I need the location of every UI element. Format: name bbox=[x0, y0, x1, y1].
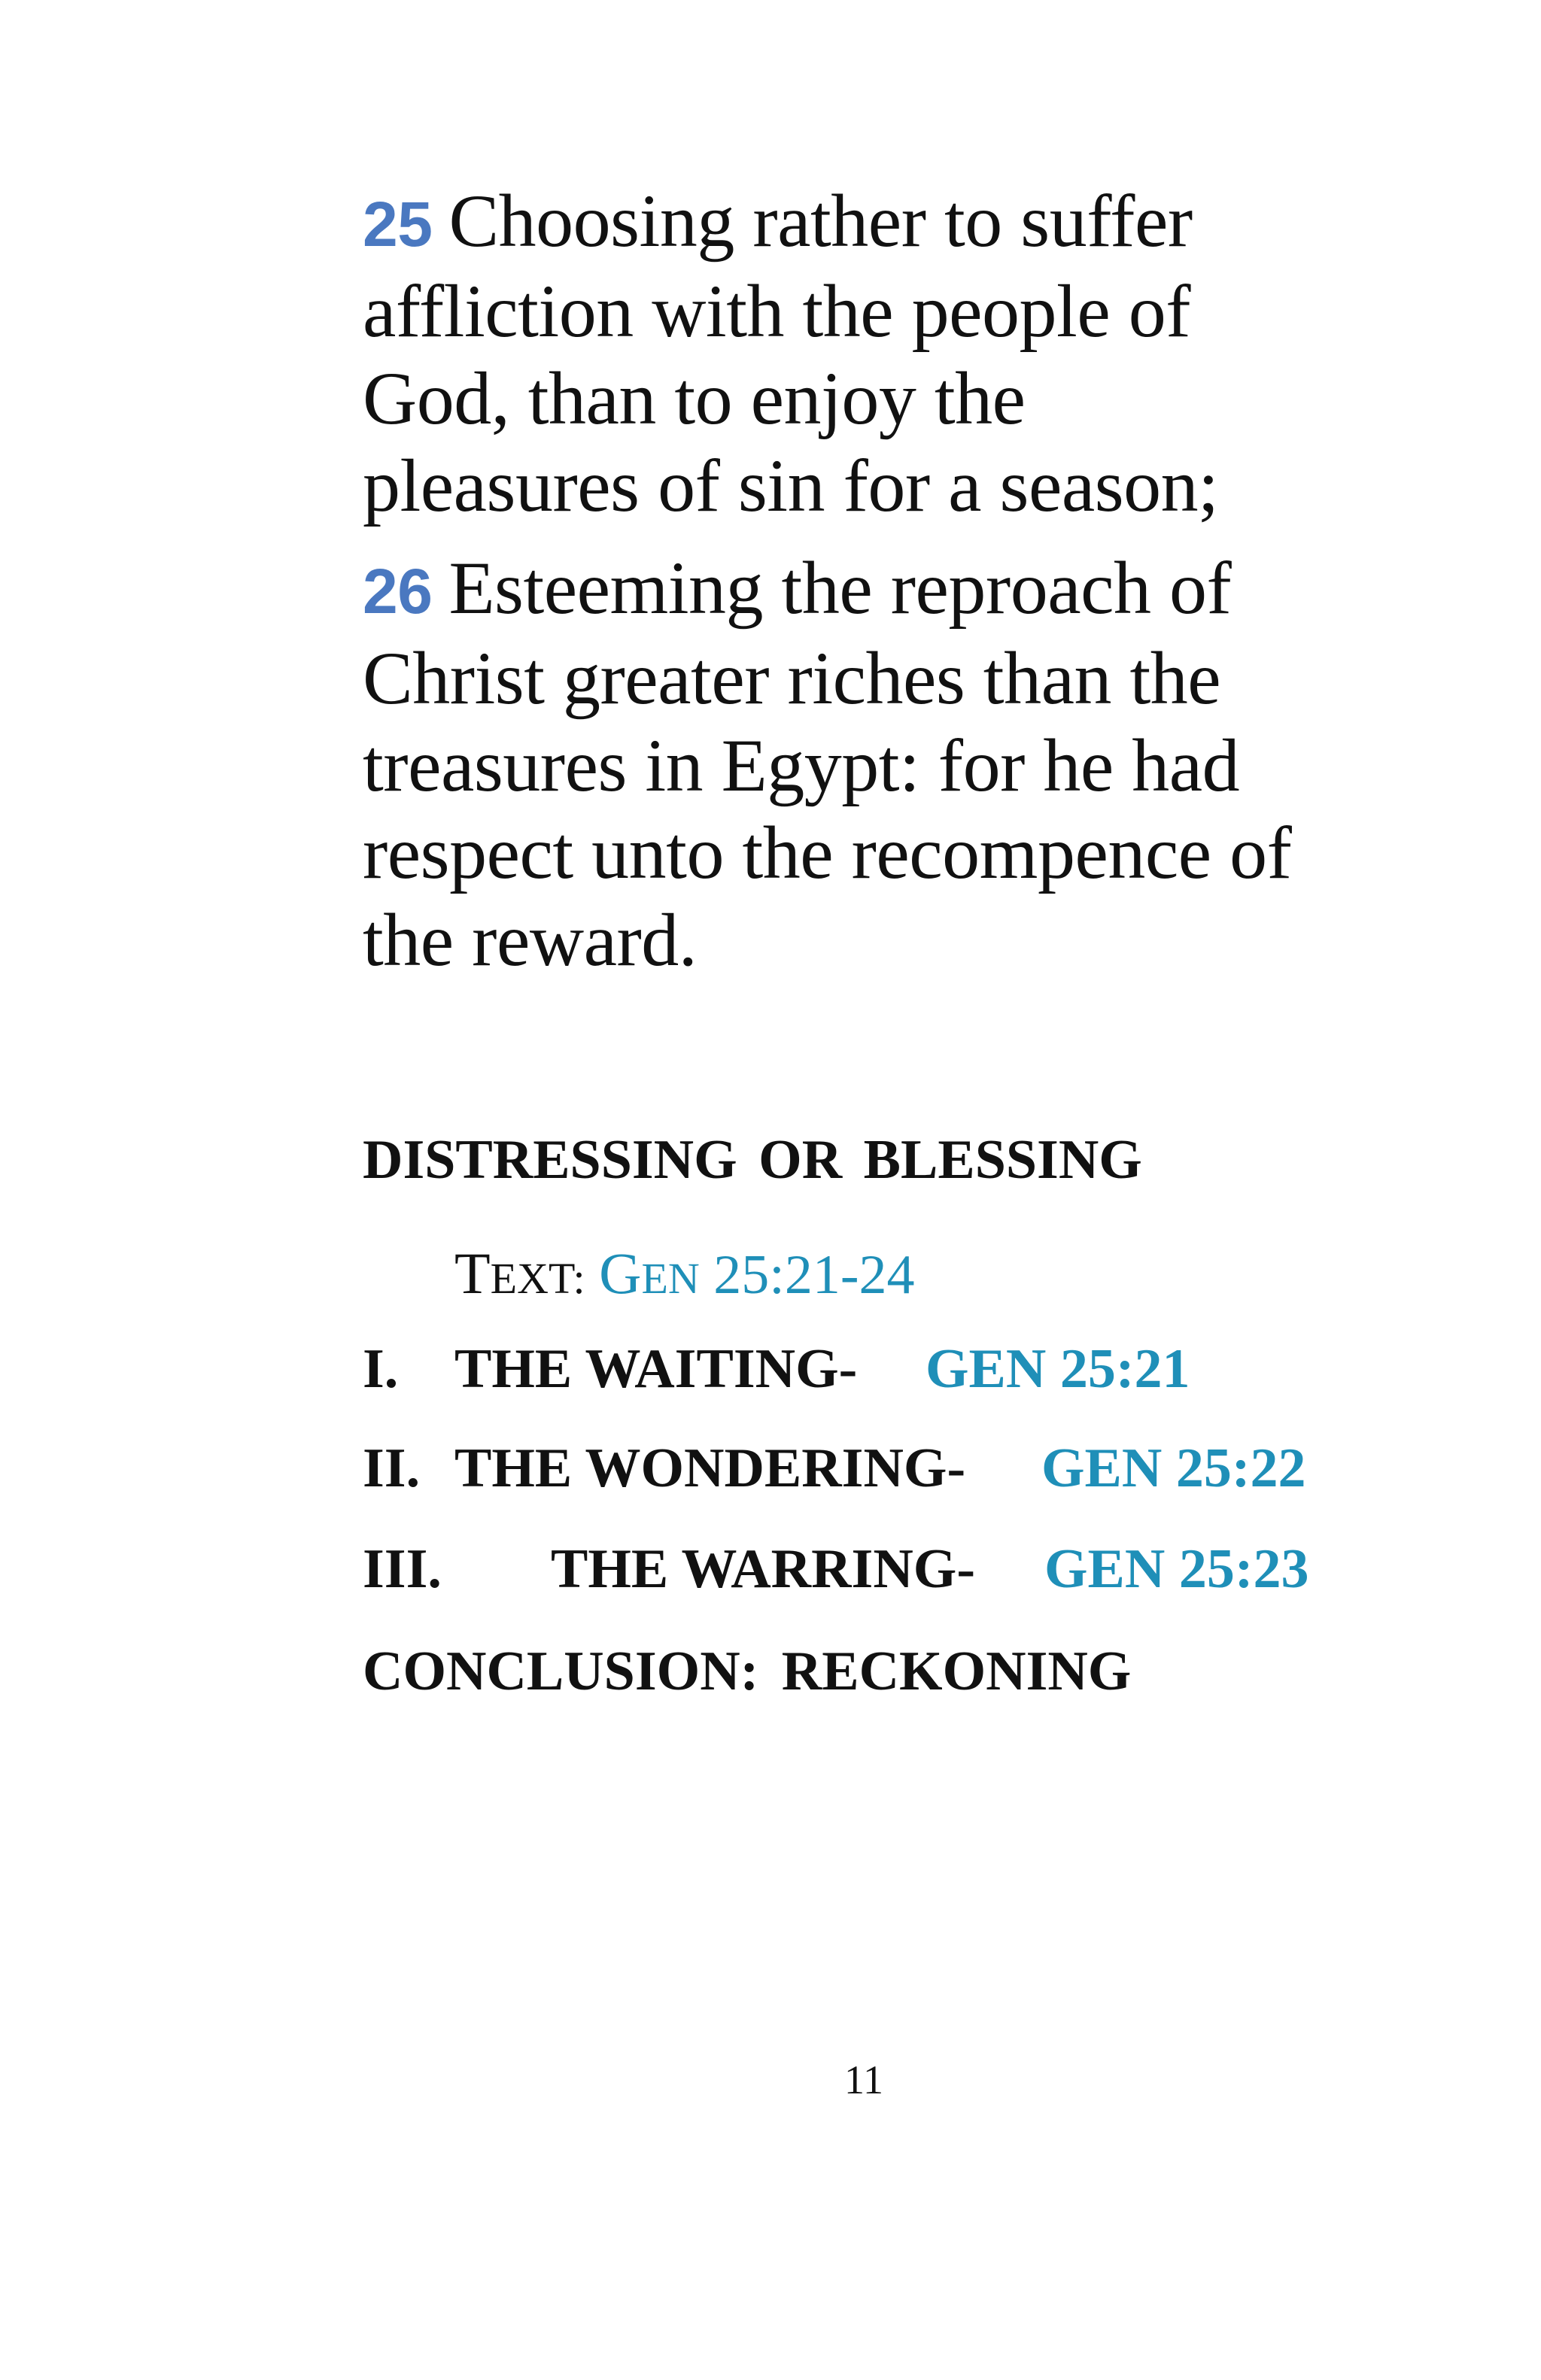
point-numeral: II. bbox=[363, 1437, 421, 1499]
text-reference bbox=[599, 1240, 915, 1306]
scripture-passage bbox=[363, 178, 1356, 999]
verse-text: the reward. bbox=[363, 898, 698, 982]
outline-conclusion: CONCLUSION: RECKONING bbox=[363, 1641, 1132, 1702]
text-reference-numbers: 25:21-24 bbox=[713, 1244, 915, 1306]
text-label-rest: EXT: bbox=[490, 1254, 585, 1303]
point-label: THE WAITING- bbox=[454, 1338, 858, 1400]
outline-point-2 bbox=[363, 1437, 1306, 1501]
point-label: THE WARRING- bbox=[551, 1538, 975, 1600]
text-reference-book: EN bbox=[641, 1254, 700, 1303]
text-reference-line bbox=[454, 1240, 915, 1307]
verse-text: Christ greater riches than the bbox=[363, 636, 1221, 720]
verse-text: treasures in Egypt: for he had bbox=[363, 724, 1240, 807]
verse-25 bbox=[363, 178, 1356, 530]
verse-text: Choosing rather to suffer bbox=[448, 179, 1193, 263]
text-reference-cap: G bbox=[599, 1240, 642, 1306]
verse-line bbox=[363, 545, 1356, 635]
verse-text: pleasures of sin for a season; bbox=[363, 444, 1219, 527]
outline-title: DISTRESSING OR BLESSING bbox=[363, 1129, 1142, 1191]
point-label: THE WONDERING- bbox=[454, 1437, 966, 1499]
verse-text: respect unto the recompence of bbox=[363, 811, 1292, 894]
outline-point-3 bbox=[363, 1538, 1309, 1601]
point-reference: GEN 25:23 bbox=[1044, 1538, 1309, 1600]
outline-point-1 bbox=[363, 1337, 1190, 1401]
point-numeral: III. bbox=[363, 1538, 442, 1600]
verse-number: 26 bbox=[363, 556, 433, 627]
verse-number: 25 bbox=[363, 189, 433, 260]
point-reference: GEN 25:22 bbox=[1041, 1437, 1306, 1499]
verse-text: Esteeming the reproach of bbox=[448, 546, 1232, 630]
verse-line bbox=[363, 178, 1356, 268]
verse-text: affliction with the people of bbox=[363, 269, 1191, 353]
verse-text: God, than to enjoy the bbox=[363, 357, 1026, 440]
point-reference: GEN 25:21 bbox=[926, 1338, 1190, 1400]
point-numeral: I. bbox=[363, 1338, 399, 1400]
page-number: 11 bbox=[844, 2057, 883, 2102]
text-label-cap: T bbox=[454, 1240, 491, 1306]
verse-26 bbox=[363, 545, 1356, 984]
